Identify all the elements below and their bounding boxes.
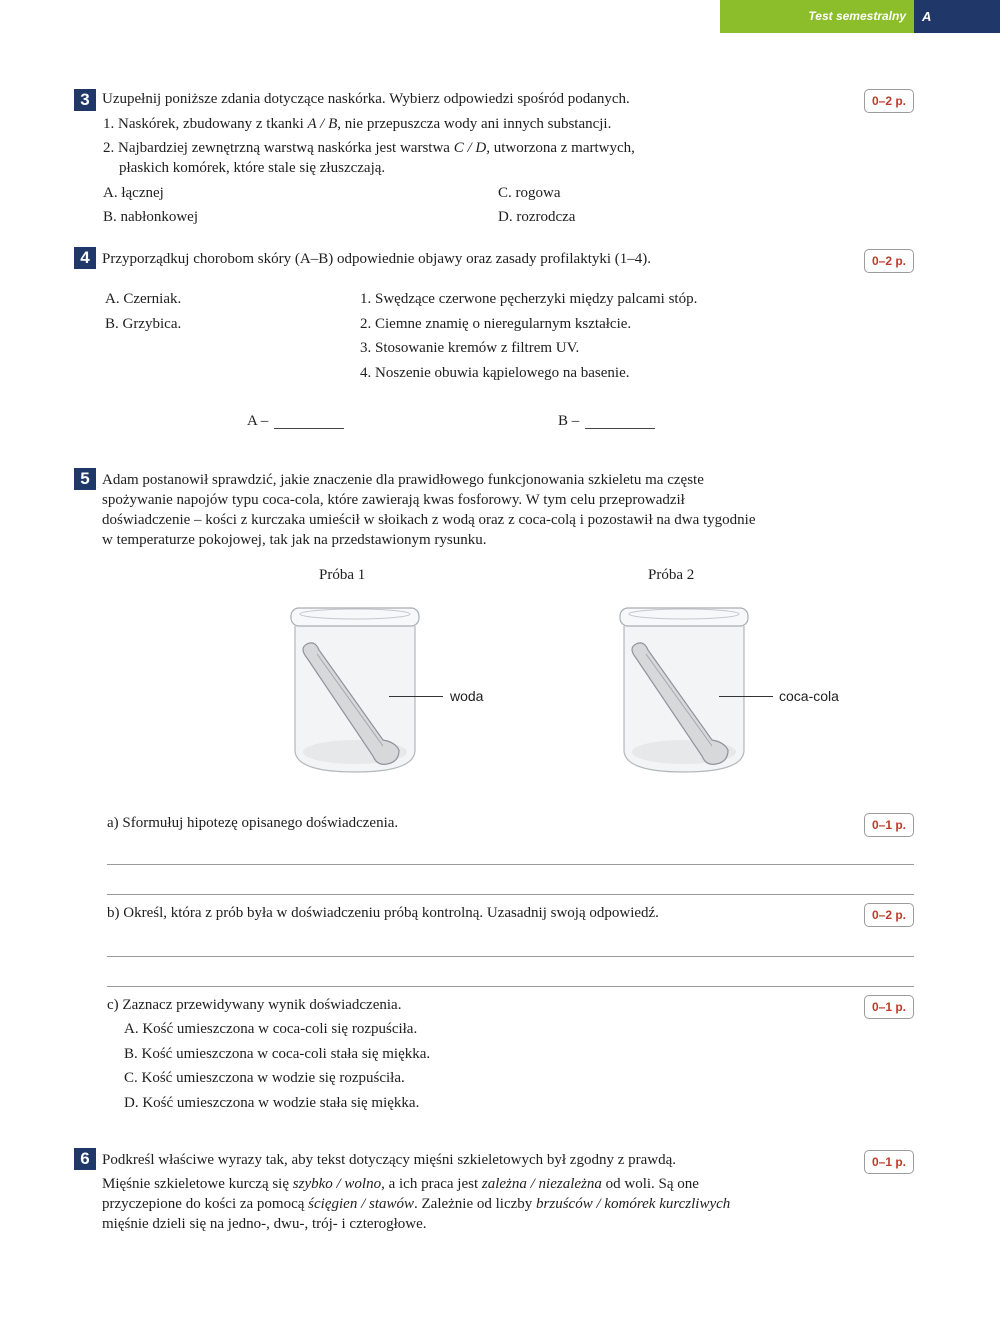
jar-water-illustration — [285, 600, 425, 780]
question-5c-option-d[interactable]: D. Kość umieszczona w wodzie stała się miękka. — [124, 1095, 420, 1111]
sample-2-title: Próba 2 — [648, 567, 695, 583]
question-6-number: 6 — [74, 1148, 96, 1170]
choice-heads[interactable]: brzuśców / komórek kurczliwych — [536, 1196, 731, 1212]
question-5b-answer-line-1[interactable] — [107, 956, 914, 957]
question-4-disease-a: A. Czerniak. — [105, 291, 182, 307]
water-label-line — [389, 696, 443, 697]
question-4-item-2: 2. Ciemne znamię o nieregularnym kształcie. — [360, 316, 632, 332]
question-4-points: 0–2 p. — [864, 249, 914, 273]
question-5-number: 5 — [74, 468, 96, 490]
question-4-disease-b: B. Grzybica. — [105, 316, 182, 332]
choice-will[interactable]: zależna / niezależna — [481, 1176, 602, 1192]
question-5a-points: 0–1 p. — [864, 813, 914, 837]
question-4-answer-a-field[interactable] — [274, 428, 344, 429]
question-5b-points: 0–2 p. — [864, 903, 914, 927]
water-label: woda — [450, 688, 484, 704]
question-4-number: 4 — [74, 247, 96, 269]
question-4-item-1: 1. Swędzące czerwone pęcherzyki między palcami stóp. — [360, 291, 698, 307]
question-5-intro-line-3: doświadczenie – kości z kurczaka umieścił w słoikach z wodą oraz z coca-colą i pozostawił na dwa tygodnie — [102, 512, 756, 528]
sample-1-title: Próba 1 — [319, 567, 366, 583]
jar-coca-cola-illustration — [614, 600, 754, 780]
question-3-option-a[interactable]: A. łącznej — [103, 185, 164, 201]
question-4-item-3: 3. Stosowanie kremów z filtrem UV. — [360, 340, 580, 356]
question-5c-option-b[interactable]: B. Kość umieszczona w coca-coli stała się miękka. — [124, 1046, 431, 1062]
question-5-intro-line-4: w temperaturze pokojowej, tak jak na przedstawionym rysunku. — [102, 532, 487, 548]
question-3-sentence-2-cont: płaskich komórek, które stale się złuszczają. — [119, 160, 386, 176]
question-6-points: 0–1 p. — [864, 1150, 914, 1174]
choice-attachment[interactable]: ścięgien / stawów — [308, 1196, 414, 1212]
question-3-points: 0–2 p. — [864, 89, 914, 113]
question-3-prompt: Uzupełnij poniższe zdania dotyczące naskórka. Wybierz odpowiedzi spośród podanych. — [102, 91, 630, 107]
header-title: Test semestralny — [808, 9, 906, 23]
question-3-number: 3 — [74, 89, 96, 111]
coca-cola-label: coca-cola — [779, 688, 839, 704]
question-5a-answer-line-2[interactable] — [107, 894, 914, 895]
coca-cola-label-line — [719, 696, 773, 697]
header-variant: A — [922, 9, 932, 24]
question-5a-answer-line-1[interactable] — [107, 864, 914, 865]
question-6-text-line-3: mięśnie dzieli się na jedno-, dwu-, trój- i czterogłowe. — [102, 1216, 427, 1232]
question-3-option-b[interactable]: B. nabłonkowej — [103, 209, 198, 225]
question-5c-points: 0–1 p. — [864, 995, 914, 1019]
question-3-option-c[interactable]: C. rogowa — [498, 185, 561, 201]
question-5b-answer-line-2[interactable] — [107, 986, 914, 987]
question-4-answer-b-label: B – — [558, 413, 580, 429]
question-3-option-d[interactable]: D. rozrodcza — [498, 209, 576, 225]
question-5-intro-line-1: Adam postanowił sprawdzić, jakie znaczenie dla prawidłowego funkcjonowania szkieletu ma częste — [102, 472, 704, 488]
question-3-sentence-2: 2. Najbardziej zewnętrzną warstwą naskórka jest warstwa C / D, utworzona z martwych, — [103, 140, 635, 156]
question-6-text-line-1: Mięśnie szkieletowe kurczą się szybko / wolno, a ich praca jest zależna / niezależna od woli. Są one — [102, 1176, 699, 1192]
question-4-prompt: Przyporządkuj chorobom skóry (A–B) odpowiednie objawy oraz zasady profilaktyki (1–4). — [102, 251, 652, 267]
question-4-item-4: 4. Noszenie obuwia kąpielowego na basenie. — [360, 365, 630, 381]
question-5b-prompt: b) Określ, która z prób była w doświadczeniu próbą kontrolną. Uzasadnij swoją odpowiedź. — [107, 905, 659, 921]
question-4-answer-b-field[interactable] — [585, 428, 655, 429]
question-5c-prompt: c) Zaznacz przewidywany wynik doświadczenia. — [107, 997, 402, 1013]
question-5c-option-c[interactable]: C. Kość umieszczona w wodzie się rozpuściła. — [124, 1070, 405, 1086]
question-6-prompt: Podkreśl właściwe wyrazy tak, aby tekst dotyczący mięśni szkieletowych był zgodny z prawdą. — [102, 1152, 676, 1168]
choice-speed[interactable]: szybko / wolno — [292, 1176, 382, 1192]
question-5a-prompt: a) Sformułuj hipotezę opisanego doświadczenia. — [107, 815, 399, 831]
question-5-intro-line-2: spożywanie napojów typu coca-cola, które zawierają kwas fosforowy. W tym celu przeprowadził — [102, 492, 685, 508]
question-6-text-line-2: przyczepione do kości za pomocą ścięgien / stawów. Zależnie od liczby brzuśców / komórek kurczliwych — [102, 1196, 731, 1212]
question-5c-option-a[interactable]: A. Kość umieszczona w coca-coli się rozpuściła. — [124, 1021, 418, 1037]
question-3-sentence-1: 1. Naskórek, zbudowany z tkanki A / B, nie przepuszcza wody ani innych substancji. — [103, 116, 612, 132]
question-4-answer-a-label: A – — [247, 413, 269, 429]
